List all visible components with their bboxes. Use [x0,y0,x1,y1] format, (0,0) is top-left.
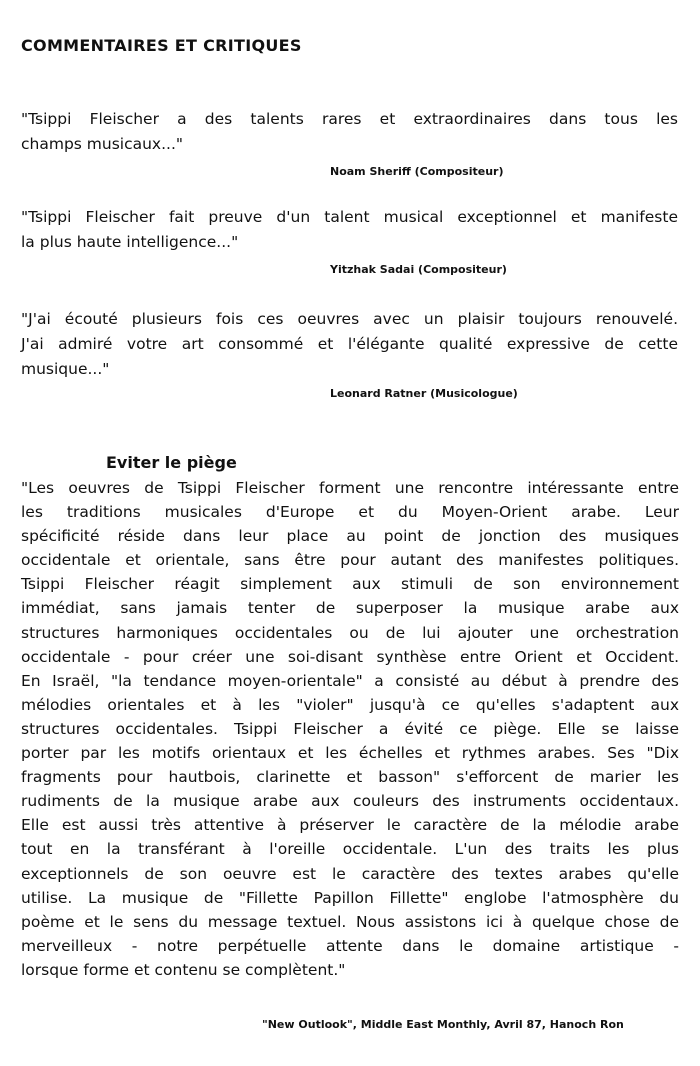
body-line: Elle est aussi très attentive à préserver le caractère de la mélodie arabe [21,816,679,835]
body-line: lorsque forme et contenu se complètent." [21,960,346,979]
body-line: structures occidentales. Tsippi Fleischer a évité ce piège. Elle se laisse [21,719,679,738]
body-line: poème et le sens du message textuel. Nous assistons ici à quelque chose de [21,912,679,931]
section-title: Eviter le piège [106,453,237,472]
quote-line: la plus haute intelligence..." [21,233,239,251]
body-line: merveilleux - notre perpétuelle attente dans le domaine artistique - [21,936,679,955]
body-line: spécificité réside dans leur place au point de jonction des musiques [21,527,679,546]
body-line: structures harmoniques occidentales ou de lui ajouter une orchestration [21,623,679,642]
page-heading: COMMENTAIRES ET CRITIQUES [21,36,302,55]
body-line: immédiat, sans jamais tenter de superposer la musique arabe aux [21,599,679,618]
body-line: utilise. La musique de "Fillette Papillon Fillette" englobe l'atmosphère du [21,888,679,907]
quote-1 [21,107,678,157]
body-line: occidentale et orientale, sans être pour autant des manifestes politiques. [21,551,679,570]
quote-line: J'ai admiré votre art consommé et l'élégante qualité expressive de cette [21,335,678,353]
source-citation: "New Outlook", Middle East Monthly, Avril 87, Hanoch Ron [262,1018,624,1031]
body-line: porter par les motifs orientaux et les échelles et rythmes arabes. Ses "Dix [21,744,679,763]
quote-line: "Tsippi Fleischer fait preuve d'un talent musical exceptionnel et manifeste [21,208,678,226]
quote-attribution: Noam Sheriff (Compositeur) [330,165,504,178]
article-body [21,476,679,982]
quote-line: "J'ai écouté plusieurs fois ces oeuvres avec un plaisir toujours renouvelé. [21,310,678,328]
quote-attribution: Yitzhak Sadai (Compositeur) [330,263,507,276]
body-line: En Israël, "la tendance moyen-orientale" a consisté au début à prendre des [21,671,679,690]
quote-line: musique..." [21,360,110,378]
quote-attribution: Leonard Ratner (Musicologue) [330,387,518,400]
body-line: occidentale - pour créer une soi-disant synthèse entre Orient et Occident. [21,647,679,666]
quote-line: "Tsippi Fleischer a des talents rares et extraordinaires dans tous les [21,110,678,128]
body-line: "Les oeuvres de Tsippi Fleischer forment une rencontre intéressante entre [21,479,679,497]
quote-2 [21,205,678,255]
body-line: les traditions musicales d'Europe et du Moyen-Orient arabe. Leur [21,503,679,522]
body-line: mélodies orientales et à les "violer" jusqu'à ce qu'elles s'adaptent aux [21,695,679,714]
body-line: exceptionnels de son oeuvre est le caractère des textes arabes qu'elle [21,864,679,883]
quote-line: champs musicaux..." [21,135,184,153]
quote-3 [21,307,678,382]
body-line: rudiments de la musique arabe aux couleurs des instruments occidentaux. [21,792,679,811]
body-line: Tsippi Fleischer réagit simplement aux stimuli de son environnement [21,575,679,594]
body-line: fragments pour hautbois, clarinette et basson" s'efforcent de marier les [21,768,679,787]
body-line: tout en la transférant à l'oreille occidentale. L'un des traits les plus [21,840,679,859]
